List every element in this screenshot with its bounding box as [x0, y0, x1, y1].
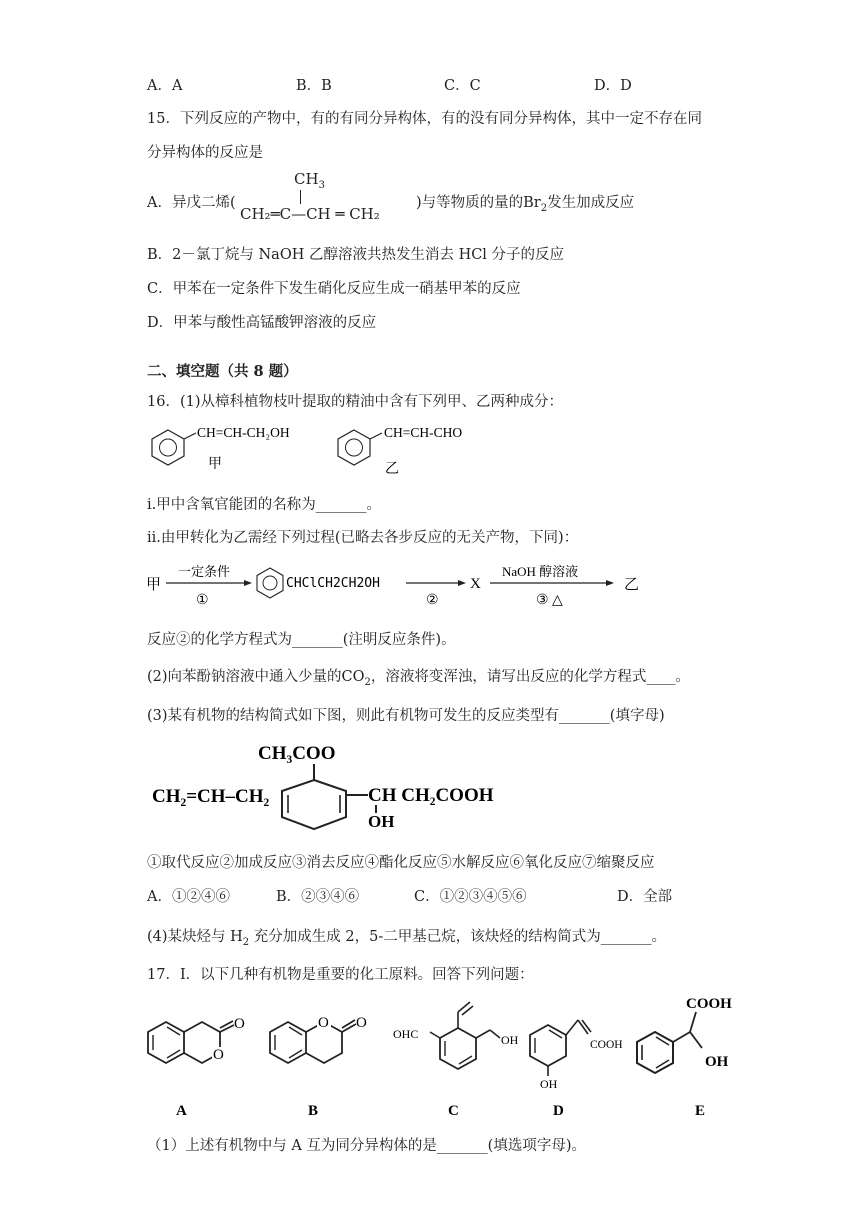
svg-text:OH: OH	[540, 1077, 558, 1091]
q16-ii: ii.由甲转化为乙需经下列过程(已略去各步反应的无关产物，下同)：	[147, 530, 579, 546]
q17-intro: 17．I．以下几种有机物是重要的化工原料。回答下列问题：	[147, 967, 534, 983]
q15-stem-line1: 15．下列反应的产物中，有的有同分异构体，有的没有同分异构体，其中一定不存在同	[147, 111, 702, 127]
yi-benzene-ring	[338, 430, 382, 465]
label-d: D	[553, 1103, 564, 1119]
q15-option-c: C．甲苯在一定条件下发生硝化反应生成一硝基甲苯的反应	[147, 281, 521, 297]
scheme-cond3: NaOH 醇溶液	[502, 564, 579, 579]
q15-option-b: B．2－氯丁烷与 NaOH 乙醇溶液共热发生消去 HCl 分子的反应	[147, 247, 565, 263]
q16-p3-structure	[148, 735, 508, 835]
scheme-step2: ②	[426, 593, 439, 608]
q16-intro: 16．(1)从樟科植物枝叶提取的精油中含有下列甲、乙两种成分：	[147, 394, 563, 410]
structure-b	[270, 1015, 367, 1119]
q16-p3: (3)某有机物的结构简式如下图，则此有机物可发生的反应类型有_______(填字母)	[147, 708, 665, 724]
scheme-cond1: 一定条件	[178, 564, 231, 579]
structure-e	[637, 996, 732, 1119]
q16-option-c: C．①②③④⑤⑥	[414, 889, 527, 905]
scheme-mid: CHClCH2CH2OH	[286, 576, 380, 591]
yi-label: 乙	[385, 462, 399, 476]
struct-benzene-ring	[282, 780, 346, 830]
structure-a	[148, 1016, 245, 1119]
scheme-start: 甲	[146, 577, 162, 593]
svg-text:O: O	[318, 1015, 329, 1031]
struct-top-group: CH₃COO	[258, 743, 336, 764]
q16-p4: (4)某炔烃与 $H_2$ 充分加成生成 2，5-二甲基己烷，该炔烃的结构简式为_______。	[147, 929, 666, 948]
q16-structures-jia-yi	[140, 416, 500, 476]
q15-option-a-suffix: )与等物质的量的$Br_2$发生加成反应	[416, 195, 635, 214]
scheme-step1: ①	[196, 593, 209, 608]
svg-text:OHC: OHC	[393, 1027, 419, 1041]
svg-text:COOH: COOH	[590, 1039, 623, 1051]
jia-label: 甲	[208, 457, 222, 472]
jia-benzene-ring	[152, 430, 196, 465]
scheme-step3: ③ △	[536, 593, 563, 608]
struct-right-chain: CH CH₂COOH	[368, 785, 494, 806]
q16-reaction-scheme	[140, 556, 660, 612]
q14-option-d: D．D	[594, 78, 632, 94]
struct-oh: OH	[368, 812, 395, 831]
q16-p2: (2)向苯酚钠溶液中通入少量的$CO_2$，溶液将变浑浊，请写出反应的化学方程式____。	[147, 669, 690, 688]
q15-stem-line2: 分异构体的反应是	[147, 145, 263, 161]
q16-option-a: A．①②④⑥	[147, 889, 230, 905]
svg-text:OH: OH	[501, 1033, 519, 1047]
svg-text:O: O	[356, 1015, 367, 1031]
isoprene-structure	[236, 168, 416, 230]
q16-i: i.甲中含氧官能团的名称为_______。	[147, 497, 381, 513]
label-e: E	[695, 1103, 706, 1119]
svg-text:O: O	[213, 1047, 224, 1063]
isoprene-methyl: $CH_3$	[294, 170, 325, 191]
isoprene-main-chain: CH₂═C—CH ═ CH₂	[240, 205, 380, 223]
yi-formula: CH=CH-CHO	[384, 425, 463, 440]
scheme-x: X	[470, 576, 481, 592]
scheme-end: 乙	[624, 577, 640, 593]
q14-option-a: A．A	[147, 78, 183, 94]
label-c: C	[448, 1103, 459, 1119]
q15-option-d: D．甲苯与酸性高锰酸钾溶液的反应	[147, 315, 377, 331]
q16-option-b: B．②③④⑥	[276, 889, 360, 905]
isoprene-bond	[300, 190, 301, 204]
q16-option-d: D．全部	[617, 889, 673, 905]
structure-c	[393, 1002, 519, 1119]
svg-text:COOH: COOH	[686, 996, 732, 1012]
q16-rxn2: 反应②的化学方程式为_______(注明反应条件)。	[147, 632, 456, 648]
struct-left-chain: CH₂=CH–CH₂	[152, 786, 270, 807]
q14-option-b: B．B	[296, 78, 332, 94]
jia-formula: CH=CH-CH₂OH	[197, 425, 290, 440]
label-a: A	[176, 1103, 187, 1119]
scheme-benzene-ring	[257, 568, 283, 598]
q14-option-c: C．C	[444, 78, 481, 94]
q16-reaction-types: ①取代反应②加成反应③消去反应④酯化反应⑤水解反应⑥氧化反应⑦缩聚反应	[147, 855, 655, 871]
svg-text:OH: OH	[705, 1054, 729, 1070]
q17-sub1: （1）上述有机物中与 A 互为同分异构体的是_______(填选项字母)。	[147, 1138, 586, 1154]
section-title: 二、填空题（共 8 题）	[147, 363, 298, 380]
label-b: B	[308, 1103, 319, 1119]
q17-structures	[140, 990, 740, 1120]
svg-text:O: O	[234, 1016, 245, 1032]
q15-option-a-prefix: A．异戊二烯(	[147, 195, 236, 211]
structure-d	[530, 1020, 623, 1119]
